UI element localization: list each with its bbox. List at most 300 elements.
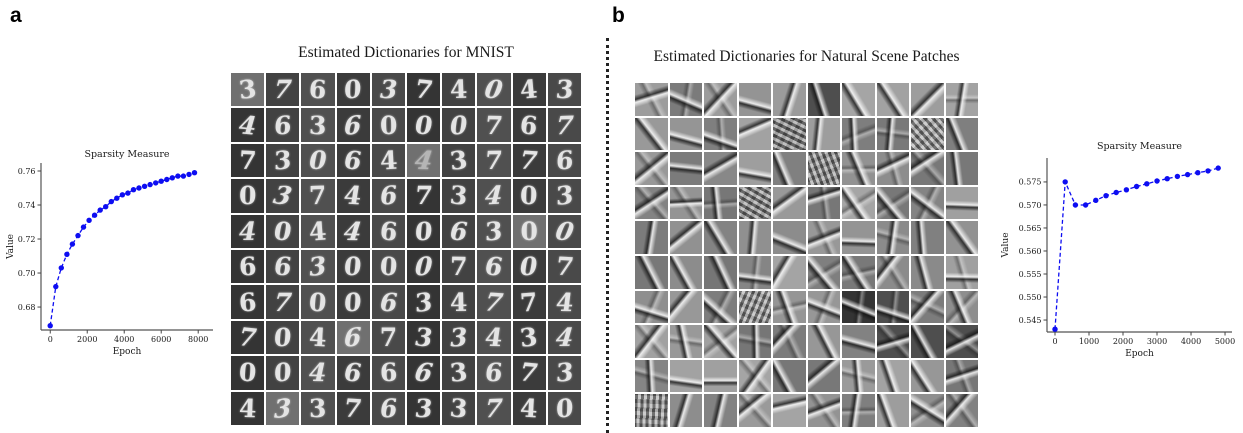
svg-text:0.570: 0.570: [1018, 200, 1042, 210]
natural-patch-cell: [842, 83, 875, 116]
mnist-cell: [407, 321, 440, 354]
natural-patch-cell: [877, 187, 910, 220]
mnist-digit-glyph: 3: [448, 180, 469, 212]
natural-patch-cell: [946, 360, 979, 393]
mnist-cell: [337, 108, 370, 141]
mnist-cell: [442, 108, 475, 141]
mnist-digit-glyph: 4: [449, 74, 468, 105]
mnist-cell: [407, 215, 440, 248]
mnist-cell: [231, 215, 264, 248]
mnist-digit-glyph: 3: [519, 322, 540, 353]
natural-patch-cell: [946, 325, 979, 358]
natural-patch-cell: [704, 187, 737, 220]
natural-patch-cell: [842, 187, 875, 220]
natural-patch-cell: [808, 118, 841, 151]
natural-patch-cell: [704, 256, 737, 289]
natural-patch-cell: [946, 256, 979, 289]
mnist-cell: [477, 250, 510, 283]
mnist-cell: [407, 250, 440, 283]
mnist-cell: [548, 250, 581, 283]
natural-patch-cell: [842, 221, 875, 254]
mnist-cell: [548, 321, 581, 354]
mnist-digit-glyph: 0: [343, 287, 363, 318]
mnist-digit-glyph: 4: [553, 287, 575, 317]
mnist-cell: [372, 73, 405, 106]
natural-patch-cell: [773, 291, 806, 324]
natural-patch-cell: [911, 152, 944, 185]
svg-text:0.555: 0.555: [1018, 269, 1042, 279]
mnist-digit-glyph: 0: [378, 251, 399, 282]
mnist-cell: [231, 356, 264, 389]
mnist-cell: [513, 392, 546, 425]
mnist-cell: [548, 356, 581, 389]
mnist-cell: [266, 392, 299, 425]
mnist-digit-glyph: 7: [482, 287, 506, 318]
mnist-digit-glyph: 4: [519, 393, 539, 424]
mnist-cell: [337, 250, 370, 283]
mnist-digit-glyph: 7: [554, 110, 575, 140]
natural-patch-cell: [773, 360, 806, 393]
natural-patch-cell: [704, 152, 737, 185]
natural-patch-cell: [911, 118, 944, 151]
mnist-cell: [548, 179, 581, 212]
mnist-cell: [548, 108, 581, 141]
mnist-cell: [407, 285, 440, 318]
mnist-cell: [337, 321, 370, 354]
mnist-cell: [372, 356, 405, 389]
mnist-digit-glyph: 4: [238, 393, 257, 424]
mnist-cell: [372, 179, 405, 212]
natural-patch-cell: [635, 83, 668, 116]
natural-patch-cell: [877, 83, 910, 116]
mnist-cell: [407, 108, 440, 141]
svg-text:0.565: 0.565: [1018, 223, 1042, 233]
mnist-cell: [266, 108, 299, 141]
natural-patch-cell: [911, 291, 944, 324]
mnist-digit-glyph: 4: [554, 322, 575, 353]
mnist-cell: [301, 250, 334, 283]
mnist-digit-glyph: 0: [237, 357, 258, 388]
mnist-digit-glyph: 6: [555, 145, 574, 176]
natural-patch-cell: [739, 291, 772, 324]
mnist-digit-glyph: 3: [271, 180, 295, 212]
mnist-digit-glyph: 0: [555, 392, 574, 424]
mnist-digit-glyph: 6: [344, 109, 362, 141]
mnist-cell: [266, 215, 299, 248]
mnist-digit-glyph: 6: [341, 145, 365, 176]
mnist-digit-glyph: 6: [341, 357, 365, 389]
natural-patch-cell: [635, 221, 668, 254]
natural-patch-cell: [946, 187, 979, 220]
mnist-digit-glyph: 0: [379, 110, 398, 140]
svg-text:2000: 2000: [1112, 337, 1134, 346]
natural-patch-cell: [877, 256, 910, 289]
mnist-digit-glyph: 7: [519, 145, 539, 176]
natural-patch-cell: [704, 360, 737, 393]
mnist-digit-glyph: 0: [273, 357, 292, 389]
mnist-digit-glyph: 7: [379, 322, 398, 352]
mnist-digit-glyph: 6: [378, 393, 399, 424]
mnist-digit-glyph: 7: [272, 75, 293, 105]
mnist-cell: [513, 73, 546, 106]
natural-patch-cell: [739, 325, 772, 358]
sparsity-chart-mnist: [0, 130, 230, 375]
mnist-cell: [301, 392, 334, 425]
natural-patch-cell: [773, 187, 806, 220]
mnist-digit-glyph: 6: [237, 286, 258, 318]
mnist-digit-glyph: 4: [308, 322, 328, 353]
mnist-cell: [442, 285, 475, 318]
natural-patch-cell: [877, 221, 910, 254]
mnist-digit-glyph: 3: [555, 180, 574, 212]
mnist-digit-glyph: 6: [449, 216, 469, 247]
mnist-cell: [407, 144, 440, 177]
natural-patch-cell: [635, 394, 668, 427]
natural-patch-cell: [704, 83, 737, 116]
mnist-cell: [477, 356, 510, 389]
natural-dictionary-grid: [635, 83, 978, 427]
mnist-cell: [513, 179, 546, 212]
panel-a-label: a: [10, 4, 22, 27]
mnist-cell: [231, 73, 264, 106]
sparsity-chart-natural: [1000, 130, 1243, 375]
mnist-digit-glyph: 7: [449, 252, 468, 282]
svg-text:0: 0: [1052, 337, 1058, 346]
mnist-digit-glyph: 4: [378, 145, 398, 176]
natural-patch-cell: [842, 394, 875, 427]
mnist-digit-glyph: 7: [411, 74, 436, 105]
natural-patch-cell: [704, 394, 737, 427]
mnist-digit-glyph: 3: [412, 322, 436, 353]
natural-patch-cell: [670, 256, 703, 289]
natural-patch-cell: [773, 152, 806, 185]
mnist-cell: [337, 215, 370, 248]
natural-patch-cell: [877, 118, 910, 151]
mnist-digit-glyph: 0: [414, 251, 433, 282]
mnist-digit-glyph: 3: [485, 215, 503, 247]
mnist-digit-glyph: 3: [449, 322, 469, 353]
mnist-digit-glyph: 4: [412, 145, 435, 176]
mnist-digit-glyph: 7: [483, 110, 505, 140]
svg-text:6000: 6000: [151, 335, 172, 344]
mnist-cell: [372, 108, 405, 141]
mnist-digit-glyph: 6: [379, 358, 398, 388]
mnist-digit-glyph: 6: [412, 358, 435, 388]
natural-patch-cell: [635, 325, 668, 358]
natural-patch-cell: [739, 256, 772, 289]
natural-patch-cell: [635, 291, 668, 324]
mnist-cell: [442, 356, 475, 389]
natural-patch-cell: [670, 83, 703, 116]
mnist-cell: [548, 144, 581, 177]
natural-patch-cell: [808, 221, 841, 254]
mnist-digit-glyph: 4: [309, 358, 327, 388]
mnist-cell: [301, 321, 334, 354]
svg-text:0: 0: [47, 335, 53, 344]
natural-patch-cell: [670, 291, 703, 324]
mnist-cell: [231, 392, 264, 425]
mnist-cell: [301, 215, 334, 248]
mnist-digit-glyph: 0: [449, 110, 469, 141]
natural-patch-cell: [704, 118, 737, 151]
mnist-digit-glyph: 0: [483, 74, 505, 105]
mnist-cell: [337, 356, 370, 389]
mnist-digit-glyph: 4: [484, 180, 504, 211]
mnist-cell: [337, 179, 370, 212]
natural-patch-cell: [911, 394, 944, 427]
mnist-digit-glyph: 6: [378, 215, 399, 247]
mnist-cell: [513, 250, 546, 283]
mnist-digit-glyph: 6: [519, 109, 540, 141]
mnist-cell: [442, 392, 475, 425]
mnist-digit-glyph: 3: [274, 392, 292, 424]
mnist-digit-glyph: 7: [341, 393, 365, 424]
mnist-cell: [513, 144, 546, 177]
mnist-cell: [513, 321, 546, 354]
mnist-digit-glyph: 0: [308, 286, 328, 318]
svg-text:Epoch: Epoch: [112, 347, 142, 357]
mnist-digit-glyph: 0: [412, 110, 435, 141]
mnist-cell: [337, 285, 370, 318]
svg-text:0.575: 0.575: [1018, 177, 1042, 187]
svg-text:0.76: 0.76: [17, 166, 36, 176]
natural-patch-cell: [911, 187, 944, 220]
natural-patch-cell: [670, 187, 703, 220]
natural-patch-cell: [946, 152, 979, 185]
mnist-cell: [231, 144, 264, 177]
mnist-cell: [266, 321, 299, 354]
mnist-digit-glyph: 0: [552, 216, 576, 247]
natural-patch-cell: [842, 291, 875, 324]
svg-text:0.70: 0.70: [17, 268, 36, 278]
mnist-cell: [442, 321, 475, 354]
mnist-digit-glyph: 7: [484, 145, 504, 176]
natural-patch-cell: [808, 83, 841, 116]
natural-patch-cell: [877, 291, 910, 324]
natural-patch-cell: [877, 360, 910, 393]
mnist-digit-glyph: 4: [342, 181, 365, 211]
natural-patch-cell: [877, 394, 910, 427]
mnist-digit-glyph: 4: [238, 216, 257, 246]
mnist-cell: [442, 73, 475, 106]
mnist-cell: [301, 73, 334, 106]
mnist-cell: [548, 392, 581, 425]
natural-patch-cell: [704, 325, 737, 358]
mnist-cell: [337, 392, 370, 425]
mnist-cell: [477, 285, 510, 318]
mnist-cell: [513, 215, 546, 248]
mnist-digit-glyph: 3: [448, 145, 469, 176]
mnist-cell: [477, 73, 510, 106]
mnist-digit-glyph: 0: [273, 322, 293, 353]
natural-patch-cell: [911, 83, 944, 116]
mnist-digit-glyph: 0: [520, 216, 538, 246]
svg-text:0.545: 0.545: [1018, 315, 1042, 325]
mnist-digit-glyph: 7: [484, 393, 504, 424]
mnist-cell: [477, 392, 510, 425]
natural-patch-cell: [911, 221, 944, 254]
svg-text:8000: 8000: [188, 335, 209, 344]
mnist-cell: [337, 144, 370, 177]
mnist-digit-glyph: 3: [554, 75, 575, 105]
mnist-digit-glyph: 7: [519, 287, 539, 318]
natural-patch-cell: [670, 152, 703, 185]
svg-text:0.74: 0.74: [17, 200, 36, 210]
svg-text:5000: 5000: [1214, 337, 1236, 346]
mnist-digit-glyph: 7: [238, 145, 258, 176]
natural-patch-cell: [773, 221, 806, 254]
svg-text:0.550: 0.550: [1018, 292, 1042, 302]
natural-patch-cell: [739, 187, 772, 220]
mnist-digit-glyph: 0: [519, 251, 539, 282]
mnist-cell: [548, 73, 581, 106]
mnist-dictionary-grid: [231, 73, 581, 425]
natural-patch-cell: [773, 83, 806, 116]
mnist-cell: [372, 144, 405, 177]
mnist-digit-glyph: 4: [449, 287, 468, 317]
mnist-cell: [442, 179, 475, 212]
mnist-cell: [477, 321, 510, 354]
natural-patch-cell: [808, 187, 841, 220]
mnist-cell: [477, 179, 510, 212]
natural-patch-cell: [808, 291, 841, 324]
natural-patch-cell: [635, 256, 668, 289]
natural-patch-cell: [773, 325, 806, 358]
mnist-cell: [301, 356, 334, 389]
natural-patch-cell: [670, 394, 703, 427]
mnist-digit-glyph: 6: [238, 251, 258, 282]
mnist-cell: [372, 250, 405, 283]
mnist-digit-glyph: 0: [343, 252, 364, 282]
natural-patch-cell: [739, 221, 772, 254]
mnist-digit-glyph: 0: [271, 216, 294, 247]
mnist-cell: [231, 179, 264, 212]
mnist-digit-glyph: 6: [379, 287, 398, 317]
natural-patch-cell: [773, 118, 806, 151]
mnist-digit-glyph: 3: [379, 75, 398, 105]
panel-b-label: b: [612, 4, 625, 27]
mnist-digit-glyph: 6: [483, 358, 505, 388]
mnist-digit-glyph: 7: [272, 287, 294, 317]
mnist-digit-glyph: 7: [308, 181, 328, 211]
natural-patch-cell: [946, 394, 979, 427]
mnist-digit-glyph: 7: [519, 357, 540, 389]
svg-text:2000: 2000: [77, 335, 98, 344]
mnist-cell: [442, 250, 475, 283]
mnist-digit-glyph: 6: [308, 74, 328, 105]
mnist-digit-glyph: 3: [237, 74, 258, 106]
natural-patch-cell: [739, 360, 772, 393]
natural-patch-cell: [739, 118, 772, 151]
svg-text:Value: Value: [6, 233, 16, 260]
mnist-cell: [407, 392, 440, 425]
natural-patch-cell: [808, 394, 841, 427]
natural-patch-cell: [842, 325, 875, 358]
svg-text:4000: 4000: [114, 335, 135, 344]
natural-patch-cell: [670, 360, 703, 393]
mnist-digit-glyph: 3: [414, 286, 433, 318]
natural-patch-cell: [842, 152, 875, 185]
natural-patch-cell: [808, 152, 841, 185]
mnist-cell: [301, 144, 334, 177]
svg-text:0.68: 0.68: [17, 302, 36, 312]
natural-patch-cell: [739, 394, 772, 427]
mnist-cell: [372, 392, 405, 425]
panel-divider-line: [606, 38, 609, 433]
mnist-cell: [301, 108, 334, 141]
mnist-digit-glyph: 4: [308, 216, 328, 247]
mnist-cell: [266, 144, 299, 177]
natural-patch-cell: [739, 152, 772, 185]
mnist-digit-glyph: 4: [342, 216, 364, 246]
mnist-digit-glyph: 0: [343, 74, 363, 105]
mnist-digit-glyph: 7: [553, 251, 576, 282]
mnist-digit-glyph: 4: [519, 74, 540, 105]
mnist-cell: [513, 285, 546, 318]
natural-patch-cell: [808, 256, 841, 289]
natural-patch-cell: [635, 152, 668, 185]
mnist-digit-glyph: 3: [307, 251, 329, 283]
svg-text:Sparsity Measure: Sparsity Measure: [84, 149, 170, 160]
mnist-cell: [266, 285, 299, 318]
mnist-cell: [266, 250, 299, 283]
mnist-digit-glyph: 4: [237, 109, 258, 141]
mnist-cell: [372, 285, 405, 318]
mnist-cell: [477, 108, 510, 141]
natural-patch-cell: [808, 325, 841, 358]
mnist-cell: [477, 144, 510, 177]
mnist-cell: [266, 73, 299, 106]
natural-patch-cell: [635, 360, 668, 393]
mnist-cell: [266, 356, 299, 389]
mnist-digit-glyph: 3: [309, 393, 327, 423]
mnist-digit-glyph: 3: [554, 357, 574, 388]
mnist-digit-glyph: 0: [309, 145, 327, 175]
natural-grid-title: Estimated Dictionaries for Natural Scene Patches: [653, 48, 960, 65]
mnist-cell: [442, 215, 475, 248]
natural-patch-cell: [911, 360, 944, 393]
natural-patch-cell: [946, 221, 979, 254]
natural-patch-cell: [877, 325, 910, 358]
natural-patch-cell: [911, 325, 944, 358]
svg-text:Sparsity Measure: Sparsity Measure: [1096, 141, 1183, 152]
svg-text:Value: Value: [1001, 232, 1011, 258]
mnist-cell: [231, 321, 264, 354]
mnist-cell: [477, 215, 510, 248]
mnist-cell: [231, 250, 264, 283]
mnist-digit-glyph: 7: [237, 322, 258, 353]
mnist-digit-glyph: 3: [273, 145, 292, 176]
natural-patch-cell: [739, 83, 772, 116]
mnist-cell: [548, 285, 581, 318]
mnist-cell: [548, 215, 581, 248]
svg-text:1000: 1000: [1078, 337, 1100, 346]
mnist-digit-glyph: 3: [448, 392, 469, 424]
natural-patch-cell: [635, 187, 668, 220]
natural-patch-cell: [808, 360, 841, 393]
mnist-cell: [337, 73, 370, 106]
mnist-cell: [442, 144, 475, 177]
mnist-digit-glyph: 6: [273, 110, 293, 141]
mnist-cell: [231, 285, 264, 318]
mnist-digit-glyph: 6: [344, 322, 363, 353]
mnist-cell: [407, 179, 440, 212]
mnist-digit-glyph: 6: [272, 251, 294, 282]
mnist-digit-glyph: 3: [413, 393, 435, 423]
natural-patch-cell: [946, 118, 979, 151]
natural-patch-cell: [704, 221, 737, 254]
natural-patch-cell: [670, 221, 703, 254]
